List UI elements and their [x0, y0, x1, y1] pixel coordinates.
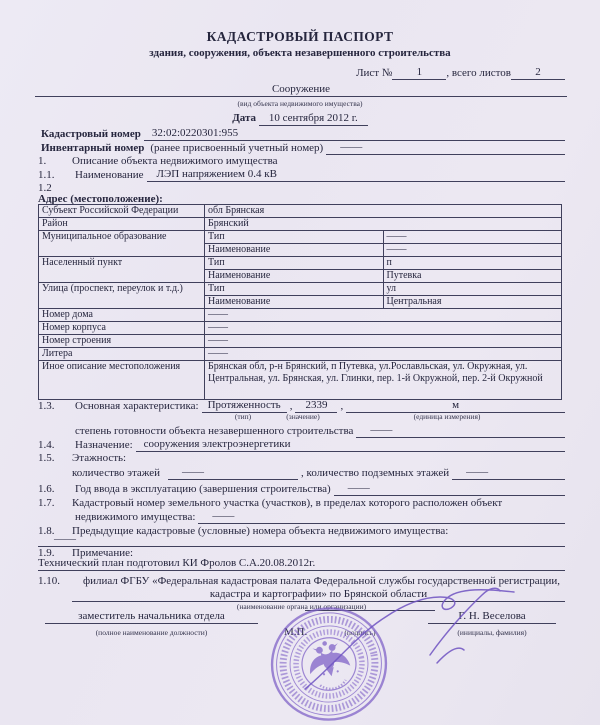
item-1-8-value: ——: [38, 533, 565, 547]
inventory-number-row: [38, 141, 565, 155]
technical-plan-note: Технический план подготовил КИ Фролов С.А.20.08.2012г.: [38, 557, 565, 571]
readiness-row: [38, 424, 565, 438]
item-1-8-number: 1.8.: [38, 525, 55, 537]
type-value: п: [383, 257, 562, 270]
address-label: Номер дома: [39, 309, 205, 322]
name-value: Центральная: [383, 296, 562, 309]
item-1-1-label: Наименование: [75, 169, 144, 181]
position-title: заместитель начальника отдела: [45, 610, 258, 624]
address-label: Номер корпуса: [39, 322, 205, 335]
item-1-2-number: 1.2: [38, 182, 52, 194]
name-caption: (инициалы, фамилия): [457, 628, 527, 637]
double-headed-eagle-icon: [304, 637, 352, 681]
address-value: ——: [205, 322, 562, 335]
name-value: Путевка: [383, 270, 562, 283]
table-row: [39, 218, 562, 231]
address-label: Муниципальное образование: [39, 231, 205, 257]
item-1-3-label: Основная характеристика:: [75, 400, 199, 412]
item-1-7-line2: [38, 510, 565, 524]
item-1-4: [38, 438, 565, 452]
item-1-9-number: 1.9.: [38, 547, 55, 559]
address-value: обл Брянская: [205, 205, 562, 218]
address-label: Населенный пункт: [39, 257, 205, 283]
item-1-8-value-row: [38, 533, 565, 547]
item-1-4-label: Назначение:: [75, 439, 133, 451]
sheet-counter: [356, 66, 565, 80]
document-title: КАДАСТРОВЫЙ ПАСПОРТ: [206, 29, 394, 44]
organization-line2: кадастра и картографии» по Брянской области: [72, 588, 565, 602]
underground-floors-value: ——: [452, 466, 565, 480]
characteristic-unit: м: [346, 399, 565, 413]
table-row: [39, 348, 562, 361]
inventory-number-note: (ранее присвоенный учетный номер): [150, 142, 324, 154]
address-value: Брянский: [205, 218, 562, 231]
table-row: [39, 205, 562, 218]
readiness-value: ——: [356, 424, 565, 438]
item-1-5-number: 1.5.: [38, 452, 55, 464]
type-label: Тип: [205, 257, 384, 270]
signature-caption: (подпись): [344, 628, 376, 637]
item-1-text: Описание объекта недвижимого имущества: [72, 155, 278, 167]
table-row: [39, 309, 562, 322]
floors-row: [38, 466, 565, 480]
object-type: Сооружение: [35, 82, 567, 97]
cadastral-number-value: 32:02:0220301:955: [144, 127, 565, 141]
separator: ,: [340, 400, 344, 412]
characteristic-type: Протяженность: [202, 399, 287, 413]
name-label: Наименование: [205, 244, 384, 257]
address-label: Литера: [39, 348, 205, 361]
address-header: Адрес (местоположение):: [38, 193, 163, 205]
signature-line: [305, 610, 435, 611]
table-row: [39, 322, 562, 335]
item-1-number: 1.: [38, 155, 47, 167]
organization-line2-row: [72, 588, 565, 602]
item-1-6: [38, 482, 565, 496]
item-1-5: [38, 452, 565, 465]
item-1-1-number: 1.1.: [38, 169, 55, 181]
item-1-9-label: Примечание:: [72, 547, 134, 559]
address-value: ——: [205, 335, 562, 348]
item-1-10-number: 1.10.: [38, 575, 60, 587]
mp-label: М.П.: [284, 626, 308, 638]
item-1: [38, 155, 565, 168]
type-label: Тип: [205, 283, 384, 296]
floors-value: ——: [168, 466, 298, 480]
item-1-5-label: Этажность:: [72, 452, 127, 464]
inventory-number-label: Инвентарный номер: [41, 142, 145, 154]
position-caption: (полное наименование должности): [95, 628, 208, 637]
cadastral-number-row: [38, 127, 565, 141]
address-label: Иное описание местоположения: [39, 361, 205, 400]
table-row: [39, 257, 562, 270]
item-1-3: [38, 399, 565, 413]
type-value: ул: [383, 283, 562, 296]
date-value: 10 сентября 2012 г.: [259, 111, 368, 126]
address-table: [38, 204, 562, 400]
unit-caption: (единица измерения): [413, 412, 481, 421]
item-1-6-value: ——: [334, 482, 565, 496]
address-value: ——: [205, 348, 562, 361]
organization-line1: филиал ФГБУ «Федеральная кадастровая палата Федеральной службы государственной регистрации,: [82, 575, 561, 587]
name-value: ——: [383, 244, 562, 257]
item-1-4-number: 1.4.: [38, 439, 55, 451]
table-row: [39, 335, 562, 348]
item-1-7-text: Кадастровый номер земельного участка (участков), в пределах которого расположен объект: [72, 497, 503, 509]
table-row: [39, 361, 562, 400]
total-sheets-label: , всего листов: [446, 67, 511, 79]
official-name: Г. Н. Веселова: [428, 610, 556, 624]
type-label: Тип: [205, 231, 384, 244]
sheet-label: Лист №: [356, 67, 393, 79]
item-1-7-number: 1.7.: [38, 497, 55, 509]
item-1-10: [38, 575, 565, 588]
item-1-4-value: сооружения электроэнергетики: [136, 438, 565, 452]
value-caption: (значение): [286, 412, 320, 421]
sheet-number: 1: [392, 66, 446, 80]
address-label: Субъект Российской Федерации: [39, 205, 205, 218]
item-1-8-text: Предыдущие кадастровые (условные) номера объекта недвижимого имущества:: [72, 525, 449, 537]
separator: ,: [289, 400, 293, 412]
item-1-1: [38, 168, 565, 182]
item-1-7: [38, 497, 565, 510]
item-1-7-text2: недвижимого имущества:: [75, 511, 196, 523]
item-1-9-note-row: [38, 557, 565, 571]
address-value: ——: [205, 309, 562, 322]
date-line: [0, 111, 600, 126]
address-label: Номер строения: [39, 335, 205, 348]
name-label: Наименование: [205, 296, 384, 309]
address-label: Район: [39, 218, 205, 231]
item-1-7-value: ——: [198, 510, 565, 524]
table-row: [39, 231, 562, 244]
object-type-caption: (вид объекта недвижимого имущества): [237, 99, 363, 108]
item-1-3-number: 1.3.: [38, 400, 55, 412]
floors-label: количество этажей: [72, 467, 161, 479]
address-label: Улица (проспект, переулок и т.д.): [39, 283, 205, 309]
official-stamp-icon: [262, 598, 397, 725]
underground-floors-label: , количество подземных этажей: [301, 467, 450, 479]
name-label: Наименование: [205, 270, 384, 283]
readiness-label: степень готовности объекта незавершенного строительства: [75, 425, 354, 437]
table-row: [39, 283, 562, 296]
type-value: ——: [383, 231, 562, 244]
inventory-number-value: ——: [326, 141, 565, 155]
date-label: Дата: [232, 112, 257, 124]
organization-caption: (наименование органа или организации): [236, 602, 367, 611]
item-1-6-number: 1.6.: [38, 483, 55, 495]
item-1-6-text: Год ввода в эксплуатацию (завершения строительства): [75, 483, 331, 495]
document-subtitle: здания, сооружения, объекта незавершенного строительства: [149, 47, 451, 59]
cadastral-number-label: Кадастровый номер: [41, 128, 141, 140]
address-value: Брянская обл, р-н Брянский, п Путевка, ул.Рославльская, ул. Окружная, ул. Центральная, ул. Брянская, ул. Глинки, пер. 1-й Окружной, пер. 2-й Окружной: [205, 361, 562, 400]
total-sheets-number: 2: [511, 66, 565, 80]
type-caption: (тип): [234, 412, 252, 421]
characteristic-value: 2339: [295, 399, 337, 413]
item-1-1-value: ЛЭП напряжением 0.4 кВ: [147, 168, 565, 182]
